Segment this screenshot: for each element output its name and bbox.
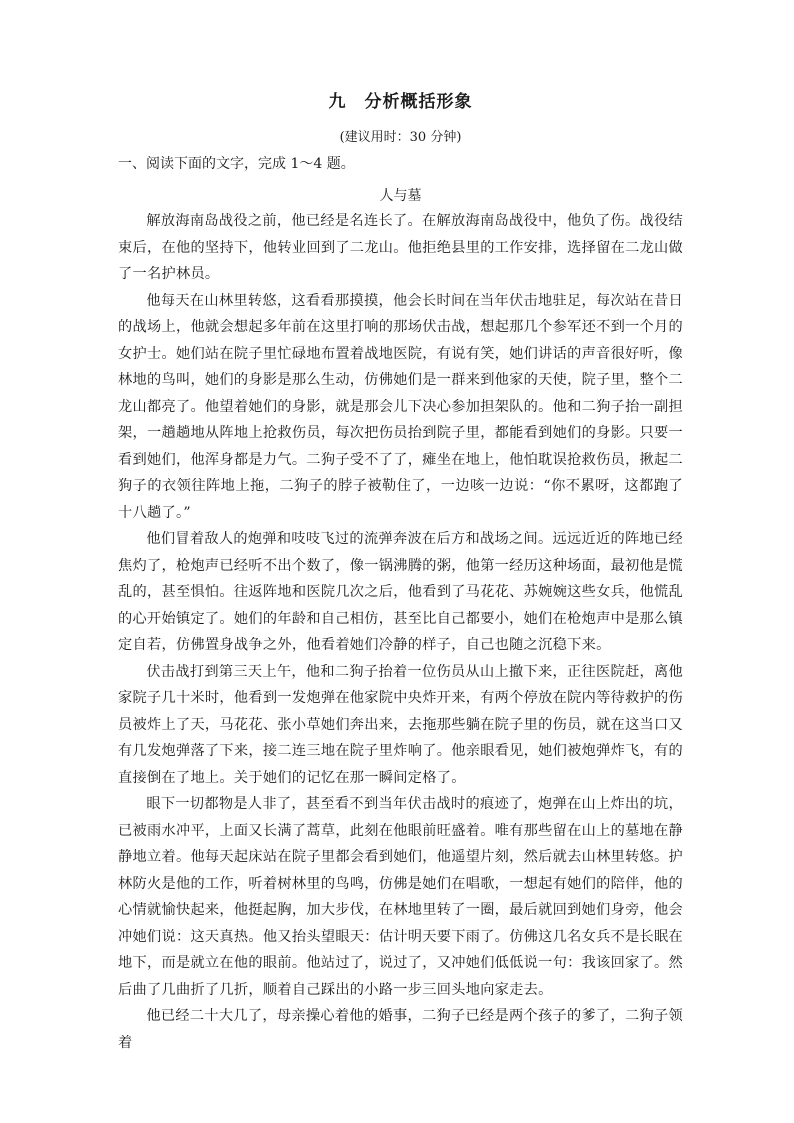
paragraph-5: 眼下一切都物是人非了，甚至看不到当年伏击战时的痕迹了，炮弹在山上炸出的坑，已被雨水冲平，上面又长满了蒿草，此刻在他眼前旺盛着。唯有那些留在山上的墓地在静静地立着。他每天起床站在院子里都会看到她们，他遥望片刻，然后就去山林里转悠。护林防火是他的工作，听着树林里的鸟鸣，仿佛是她们在唱歌，一想起有她们的陪伴，他的心情就愉快起来，他挺起胸，加大步伐，在林地里转了一圈，最后就回到她们身旁，他会冲她们说：这天真热。他又抬头望眼天：估计明天要下雨了。仿佛这几名女兵不是长眠在地下，而是就立在他的眼前。他站过了，说过了，又冲她们低低说一句：我该回家了。然后曲了几曲折了几折，顺着自己踩出的小路一步三回头地向家走去。 [118, 796, 684, 998]
paragraph-4: 伏击战打到第三天上午，他和二狗子抬着一位伤员从山上撤下来，正往医院赶，离他家院子几十米时，他看到一发炮弹在他家院中央炸开来，有两个停放在院内等待救护的伤员被炸上了天，马花花、张小草她们奔出来，去拖那些躺在院子里的伤员，就在这当口又有几发炮弹落了下来，接二连三地在院子里炸响了。他亲眼看见，她们被炮弹炸飞，有的直接倒在了地上。关于她们的记忆在那一瞬间定格了。 [118, 663, 684, 786]
essay-title: 人与墓 [379, 188, 422, 204]
suggested-time: (建议用时：30 分钟) [339, 130, 462, 145]
paragraph-2: 他每天在山林里转悠，这看看那摸摸，他会长时间在当年伏击地驻足，每次站在昔日的战场上，他就会想起多年前在这里打响的那场伏击战，想起那几个参军还不到一个月的女护士。她们站在院子里忙碌地布置着战地医院，有说有笑，她们讲话的声音很好听，像林地的鸟叫，她们的身影是那么生动，仿佛她们是一群来到他家的天使，院子里，整个二龙山都亮了。他望着她们的身影，就是那会儿下决心参加担架队的。他和二狗子抬一副担架，一趟趟地从阵地上抢救伤员，每次把伤员抬到院子里，都能看到她们的身影。只要一看到她们，他浑身都是力气。二狗子受不了了，瘫坐在地上，他怕耽误抢救伤员，揪起二狗子的衣领往阵地上拖，二狗子的脖子被勒住了，一边咳一边说：“你不累呀，这都跑了十八趟了。” [118, 292, 684, 521]
paragraph-1: 解放海南岛战役之前，他已经是名连长了。在解放海南岛战役中，他负了伤。战役结束后，在他的坚持下，他转业回到了二龙山。他拒绝县里的工作安排，选择留在二龙山做了一名护林员。 [118, 213, 684, 282]
question-instruction: 一、阅读下面的文字，完成 1～4 题。 [118, 156, 355, 172]
paragraph-3: 他们冒着敌人的炮弹和吱吱飞过的流弹奔波在后方和战场之间。远远近近的阵地已经焦灼了，枪炮声已经听不出个数了，像一锅沸腾的粥，他第一经历这种场面，最初他是慌乱的，甚至惧怕。往返阵地和医院几次之后，他看到了马花花、苏婉婉这些女兵，他慌乱的心开始镇定了。她们的年龄和自己相仿，甚至比自己都要小，她们在枪炮声中是那么镇定自若，仿佛置身战争之外，他看着她们冷静的样子，自己也随之沉稳下来。 [118, 531, 684, 653]
paragraph-6: 他已经二十大几了，母亲操心着他的婚事，二狗子已经是两个孩子的爹了，二狗子领着 [118, 1008, 683, 1051]
page-title: 九 分析概括形象 [328, 92, 473, 112]
document-page [118, 88, 683, 1056]
